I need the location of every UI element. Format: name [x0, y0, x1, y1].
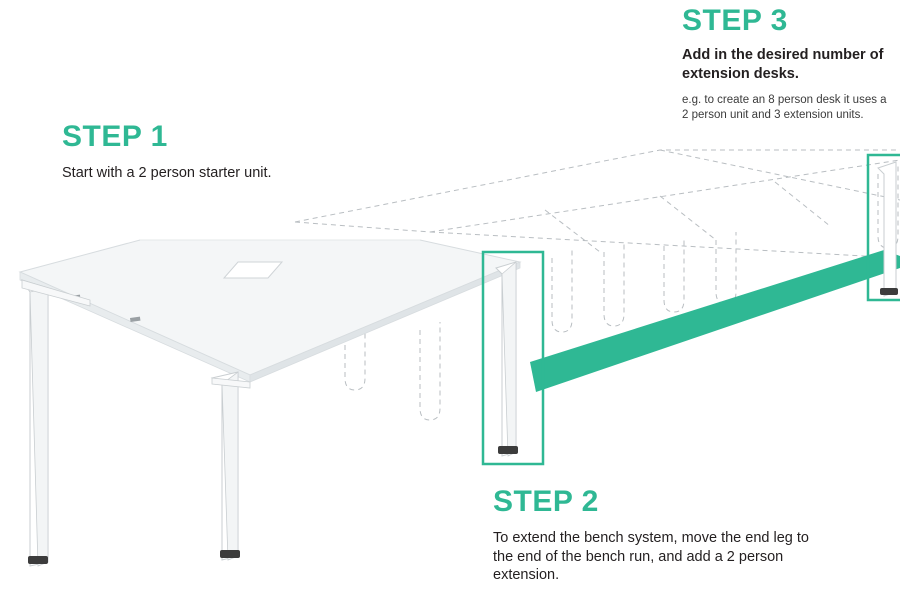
starter-desk-unit: [20, 240, 520, 566]
end-leg-highlight-left: [483, 252, 543, 464]
step-3-note: e.g. to create an 8 person desk it uses a 2 person unit and 3 extension units.: [682, 94, 887, 122]
end-leg-highlight-right: [868, 155, 900, 300]
step-1-title: STEP 1: [62, 120, 168, 153]
step-3-body: Add in the desired number of extension desks.: [682, 47, 884, 82]
step-1-body: Start with a 2 person starter unit.: [62, 165, 272, 181]
step-3-block: [682, 6, 896, 123]
step-3-title: STEP 3: [682, 4, 788, 37]
step-2-title: STEP 2: [493, 485, 599, 518]
step-2-block: [493, 487, 823, 585]
bench-beam-highlight: [530, 250, 900, 392]
step-2-body: To extend the bench system, move the end leg to the end of the bench run, and add a 2 person extension.: [493, 530, 809, 584]
step-1-block: [62, 122, 362, 183]
